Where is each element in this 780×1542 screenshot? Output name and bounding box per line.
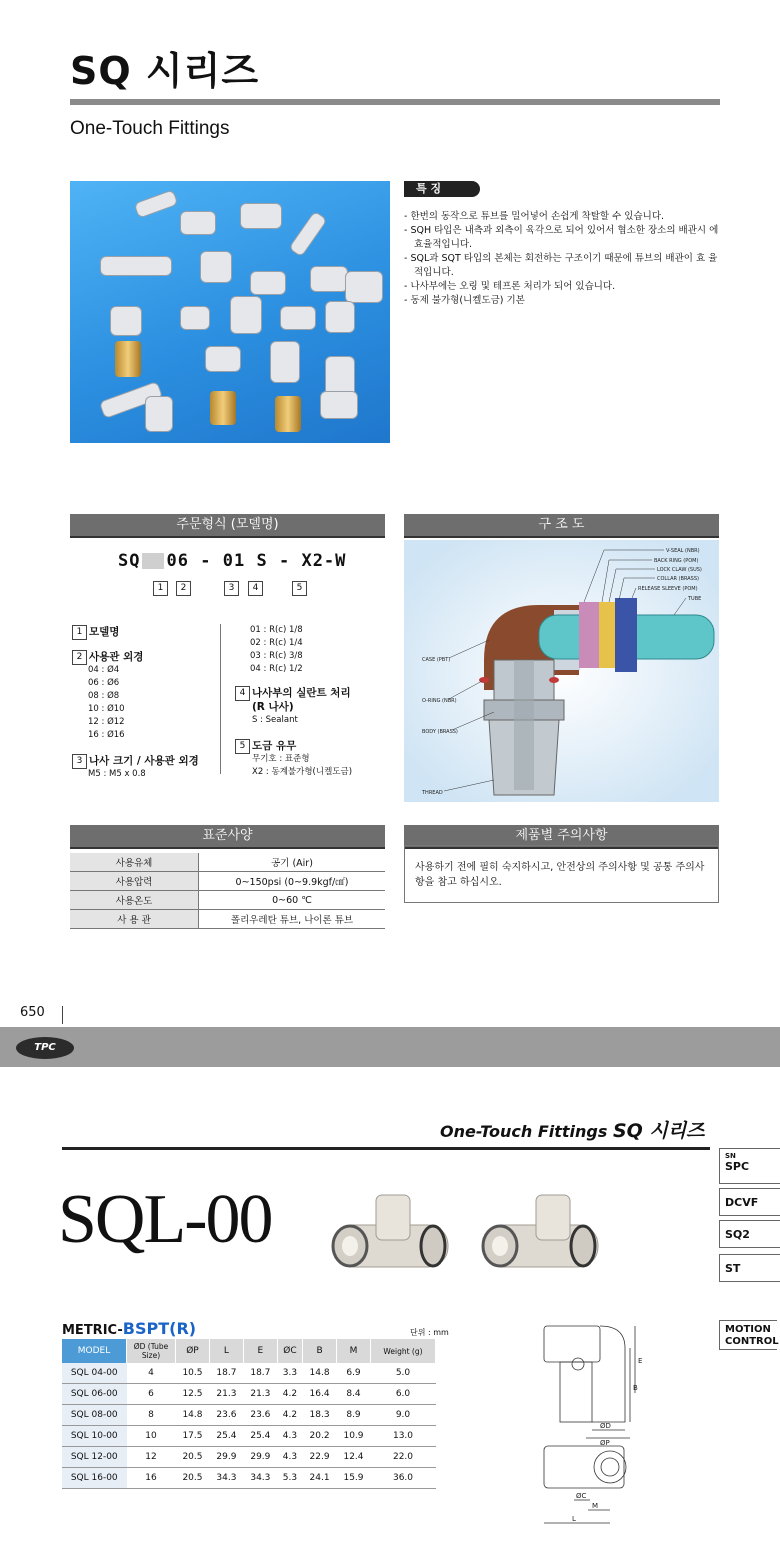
plating-title: 도금 유무: [252, 740, 297, 752]
tube-od-list: [88, 664, 125, 742]
value-cell: 23.6: [243, 1405, 277, 1426]
side-tab-st[interactable]: ST: [719, 1254, 780, 1282]
legend-box-3: 3: [72, 754, 87, 769]
model-code: [118, 551, 346, 571]
page2-header: [440, 1116, 704, 1143]
value-cell: 23.6: [209, 1405, 243, 1426]
value-cell: 6: [127, 1384, 176, 1405]
tube-od-item: 08 : Ø8: [88, 691, 120, 701]
value-cell: 4.3: [277, 1447, 302, 1468]
value-cell: 24.1: [303, 1468, 337, 1489]
dim-label-e: E: [638, 1357, 643, 1365]
legend-box-4: 4: [235, 686, 250, 701]
spec-row: [70, 853, 385, 872]
value-cell: 4.3: [277, 1426, 302, 1447]
page-title: SQ 시리즈: [70, 49, 260, 93]
value-cell: 18.7: [243, 1363, 277, 1384]
value-cell: 36.0: [370, 1468, 435, 1489]
value-cell: 29.9: [243, 1447, 277, 1468]
tube-od-item: 12 : Ø12: [88, 717, 125, 727]
tube-od-item: 10 : Ø10: [88, 704, 125, 714]
code-sealant: S: [256, 551, 268, 571]
model-cell: SQL 12-00: [62, 1447, 127, 1468]
value-cell: 10.9: [337, 1426, 371, 1447]
structure-diagram: [404, 540, 719, 802]
plating-list: [252, 753, 352, 779]
features-list: [404, 210, 724, 308]
value-cell: 18.7: [209, 1363, 243, 1384]
model-cell: SQL 08-00: [62, 1405, 127, 1426]
side-tab-small: SN: [725, 1152, 736, 1160]
value-cell: 21.3: [209, 1384, 243, 1405]
tube-od-item: 16 : Ø16: [88, 730, 125, 740]
spec-value: 폴리우레탄 튜브, 나이론 튜브: [199, 910, 386, 929]
label-collar: COLLAR (BRASS): [657, 576, 699, 582]
dim-label-d: ØD: [600, 1422, 611, 1430]
dim-label-l: L: [572, 1515, 576, 1523]
sealant-item: S : Sealant: [252, 715, 298, 725]
value-cell: 20.2: [303, 1426, 337, 1447]
value-cell: 3.3: [277, 1363, 302, 1384]
o-ring-right: [549, 677, 559, 683]
col-header: MODEL: [62, 1339, 127, 1363]
value-cell: 18.3: [303, 1405, 337, 1426]
label-o-ring: O-RING (NBR): [422, 698, 457, 704]
label-lock-claw: LOCK CLAW (SUS): [657, 567, 702, 573]
value-cell: 12.5: [176, 1384, 210, 1405]
thread-list: [250, 624, 303, 676]
feature-item: - 한번의 동작으로 튜브를 밀어넣어 손쉽게 착탈할 수 있습니다.: [404, 211, 665, 222]
unit-label: 단위 : mm: [410, 1328, 449, 1337]
table-row: [62, 1405, 436, 1426]
value-cell: 12: [127, 1447, 176, 1468]
value-cell: 16.4: [303, 1384, 337, 1405]
caution-text: 사용하기 전에 필히 숙지하시고, 안전상의 주의사항 및 공통 주의사항을 참고 하십시오.: [404, 845, 719, 903]
feature-item: - 나사부에는 오링 및 테프론 처리가 되어 있습니다.: [404, 281, 616, 292]
code-thread: 01: [222, 551, 246, 571]
dim-label-m: M: [592, 1502, 599, 1510]
header-english: One-Touch Fittings: [440, 1122, 608, 1141]
side-tab-sq2[interactable]: SQ2: [719, 1220, 780, 1248]
label-back-ring: BACK RING (POM): [654, 558, 699, 564]
spec-row: [70, 872, 385, 891]
side-tab-motion-control[interactable]: MOTION CONTROL: [719, 1320, 777, 1350]
col-header: B: [303, 1339, 337, 1363]
value-cell: 6.9: [337, 1363, 371, 1384]
tpc-logo: TPC: [16, 1037, 74, 1059]
code-box-1: 1: [153, 581, 168, 596]
order-divider: [220, 624, 221, 774]
spec-value: 0~60 ℃: [199, 891, 386, 910]
dim-label-p: ØP: [600, 1439, 610, 1447]
model-cell: SQL 16-00: [62, 1468, 127, 1489]
caution-header: 제품별 주의사항: [404, 825, 719, 849]
value-cell: 12.4: [337, 1447, 371, 1468]
label-body: BODY (BRASS): [422, 729, 458, 735]
spec-value: 0~150psi (0~9.9kgf/㎠): [199, 872, 386, 891]
label-v-seal: V-SEAL (NBR): [666, 548, 700, 554]
spec-key: 사용온도: [70, 891, 199, 910]
drawing-bottom-port: [594, 1451, 626, 1483]
col-header: L: [209, 1339, 243, 1363]
feature-item: - 동제 불가형(니켈도금) 기본: [404, 295, 525, 306]
spec-row: [70, 910, 385, 929]
thread-item: 01 : R(c) 1/8: [250, 625, 303, 635]
value-cell: 9.0: [370, 1405, 435, 1426]
value-cell: 8.9: [337, 1405, 371, 1426]
value-cell: 17.5: [176, 1426, 210, 1447]
value-cell: 25.4: [209, 1426, 243, 1447]
sealant-subtitle: (R 나사): [252, 701, 294, 713]
value-cell: 10.5: [176, 1363, 210, 1384]
value-cell: 5.3: [277, 1468, 302, 1489]
drawing-bottom-bore: [601, 1458, 619, 1476]
page-subtitle: One-Touch Fittings: [70, 118, 230, 139]
thread-note: M5 : M5 x 0.8: [88, 769, 146, 779]
legend-box-5: 5: [235, 739, 250, 754]
spec-key: 사용유체: [70, 853, 199, 872]
code-box-4: 4: [248, 581, 263, 596]
value-cell: 13.0: [370, 1426, 435, 1447]
value-cell: 16: [127, 1468, 176, 1489]
bspt-text: BSPT(R): [122, 1319, 197, 1338]
release-sleeve-shape: [615, 598, 637, 672]
label-thread: THREAD: [422, 790, 443, 796]
dim-label-b: B: [633, 1384, 638, 1392]
value-cell: 15.9: [337, 1468, 371, 1489]
drawing-hole: [572, 1358, 584, 1370]
legend-box-2: 2: [72, 650, 87, 665]
value-cell: 14.8: [176, 1405, 210, 1426]
value-cell: 25.4: [243, 1426, 277, 1447]
dim-label-c: ØC: [576, 1492, 587, 1500]
product-images: [328, 1180, 608, 1280]
value-cell: 8.4: [337, 1384, 371, 1405]
sealant-title: 나사부의 실란트 처리: [252, 687, 351, 699]
value-cell: 20.5: [176, 1468, 210, 1489]
thread-item: 03 : R(c) 3/8: [250, 651, 303, 661]
bore: [514, 660, 534, 790]
col-header: M: [337, 1339, 371, 1363]
tube-od-item: 06 : Ø6: [88, 678, 120, 688]
standard-spec-header: 표준사양: [70, 825, 385, 849]
value-cell: 14.8: [303, 1363, 337, 1384]
col-header: ØD (Tube Size): [127, 1339, 176, 1363]
table-row: [62, 1468, 436, 1489]
col-header: ØP: [176, 1339, 210, 1363]
title-divider: [70, 99, 720, 105]
code-blank: [142, 553, 164, 569]
table-row: [62, 1384, 436, 1405]
code-prefix: SQ: [118, 551, 141, 571]
table-body: [62, 1363, 436, 1489]
fitting-image-1: [333, 1195, 448, 1267]
plating-item: 무기호 : 표준형: [252, 754, 310, 764]
spec-row: [70, 891, 385, 910]
feature-item: - SQH 타입은 내측과 외측이 육각으로 되어 있어서 협소한 장소의 배관시 에 효율적입니다.: [404, 225, 719, 250]
page-number: 650: [20, 1005, 45, 1020]
value-cell: 4.2: [277, 1384, 302, 1405]
thread-title: 나사 크기 / 사용관 외경: [89, 755, 199, 767]
value-cell: 6.0: [370, 1384, 435, 1405]
header-korean: SQ 시리즈: [612, 1120, 705, 1142]
side-tab-dcvf[interactable]: DCVF: [719, 1188, 780, 1216]
thread-item: 04 : R(c) 1/2: [250, 664, 303, 674]
value-cell: 22.0: [370, 1447, 435, 1468]
value-cell: 4: [127, 1363, 176, 1384]
model-cell: SQL 04-00: [62, 1363, 127, 1384]
v-seal-shape: [579, 602, 599, 668]
spec-value: 공기 (Air): [199, 853, 386, 872]
spec-key: 사 용 관: [70, 910, 199, 929]
feature-item: - SQL과 SQT 타입의 본체는 회전하는 구조이기 때문에 튜브의 배관이 효 율적입니다.: [404, 253, 718, 278]
drawing-elbow: [592, 1326, 625, 1422]
model-cell: SQL 10-00: [62, 1426, 127, 1447]
value-cell: 8: [127, 1405, 176, 1426]
value-cell: 21.3: [243, 1384, 277, 1405]
legend-box-1: 1: [72, 625, 87, 640]
plating-item: X2 : 동계불가형(니켈도금): [252, 767, 353, 777]
footer-band: [0, 1027, 780, 1067]
table-row: [62, 1426, 436, 1447]
model-name-label: 모델명: [89, 626, 120, 638]
value-cell: 4.2: [277, 1405, 302, 1426]
col-header: E: [243, 1339, 277, 1363]
code-tube: 06: [166, 551, 189, 571]
drawing-bottom-body: [544, 1446, 624, 1488]
col-header: ØC: [277, 1339, 302, 1363]
code-box-3: 3: [224, 581, 239, 596]
collar-shape: [599, 602, 615, 668]
drawing-vertical-body: [560, 1362, 592, 1422]
table-row: [62, 1363, 436, 1384]
value-cell: 22.9: [303, 1447, 337, 1468]
metric-text: METRIC-: [62, 1323, 123, 1338]
col-header: Weight (g): [370, 1339, 435, 1363]
code-box-2: 2: [176, 581, 191, 596]
code-dash: -: [278, 551, 291, 571]
dimension-drawing: [530, 1318, 670, 1536]
structure-header: 구 조 도: [404, 514, 719, 538]
code-plating: X2-W: [301, 551, 347, 571]
model-cell: SQL 06-00: [62, 1384, 127, 1405]
spec-key: 사용압력: [70, 872, 199, 891]
code-dash: -: [200, 551, 212, 571]
label-case: CASE (PBT): [422, 657, 451, 663]
page-number-divider: [62, 1006, 63, 1024]
value-cell: 20.5: [176, 1447, 210, 1468]
label-release-sleeve: RELEASE SLEEVE (POM): [638, 586, 698, 592]
value-cell: 34.3: [243, 1468, 277, 1489]
label-tube: TUBE: [688, 596, 702, 602]
product-photo: [70, 181, 390, 443]
tube-od-title: 사용관 외경: [89, 651, 144, 663]
order-format-header: 주문형식 (모델명): [70, 514, 385, 538]
code-box-5: 5: [292, 581, 307, 596]
metric-label: [62, 1319, 196, 1338]
side-tab-spc[interactable]: [719, 1148, 780, 1184]
tube-od-item: 04 : Ø4: [88, 665, 120, 675]
standard-spec-table: [70, 853, 385, 929]
value-cell: 10: [127, 1426, 176, 1447]
table-row: [62, 1447, 436, 1468]
features-badge: 특 징: [404, 181, 480, 197]
thread-item: 02 : R(c) 1/4: [250, 638, 303, 648]
side-tab-label: SPC: [725, 1160, 750, 1173]
value-cell: 5.0: [370, 1363, 435, 1384]
fitting-image-2: [483, 1195, 598, 1267]
model-title: SQL-00: [58, 1181, 272, 1258]
drawing-top-body: [544, 1326, 600, 1362]
table-header-row: [62, 1339, 436, 1363]
dimension-table: [62, 1339, 436, 1489]
value-cell: 34.3: [209, 1468, 243, 1489]
page2-rule: [62, 1147, 710, 1150]
value-cell: 29.9: [209, 1447, 243, 1468]
